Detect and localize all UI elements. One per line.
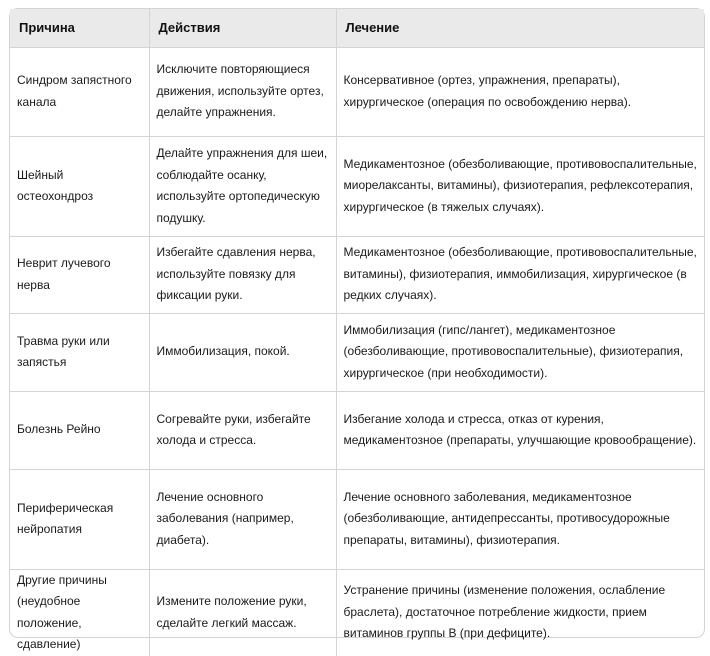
treatment-cell: Избегание холода и стресса, отказ от курения, медикаментозное (препараты, улучшающие кровообращение).: [336, 391, 704, 469]
table-row: [10, 236, 704, 313]
table-row: [10, 313, 704, 391]
cause-cell: Периферическая нейропатия: [10, 469, 149, 569]
table-header-row: [10, 9, 704, 47]
cause-cell: Другие причины (неудобное положение, сдавление): [10, 569, 149, 656]
actions-cell: Исключите повторяющиеся движения, используйте ортез, делайте упражнения.: [149, 47, 336, 136]
cause-cell: Травма руки или запястья: [10, 313, 149, 391]
cause-cell: Синдром запястного канала: [10, 47, 149, 136]
treatment-cell: Иммобилизация (гипс/лангет), медикаментозное (обезболивающие, противовоспалительные), физиотерапия, хирургическое (при необходимости).: [336, 313, 704, 391]
table-row: [10, 136, 704, 236]
table-row: [10, 569, 704, 656]
treatment-cell: Консервативное (ортез, упражнения, препараты), хирургическое (операция по освобождению нерва).: [336, 47, 704, 136]
header-treatment: Лечение: [336, 9, 704, 47]
cause-cell: Болезнь Рейно: [10, 391, 149, 469]
treatment-cell: Устранение причины (изменение положения, ослабление браслета), достаточное потребление жидкости, прием витаминов группы B (при дефиците).: [343, 583, 666, 641]
actions-cell: Лечение основного заболевания (например, диабета).: [149, 469, 336, 569]
table-row: [10, 469, 704, 569]
header-cause: Причина: [10, 9, 149, 47]
actions-cell: Избегайте сдавления нерва, используйте повязку для фиксации руки.: [149, 236, 336, 313]
treatment-table-container: [9, 8, 705, 651]
actions-cell: Измените положение руки, сделайте легкий массаж.: [149, 569, 336, 656]
treatment-table: [10, 9, 704, 656]
table-row: [10, 391, 704, 469]
actions-cell: Иммобилизация, покой.: [149, 313, 336, 391]
cause-cell: Неврит лучевого нерва: [10, 236, 149, 313]
actions-cell: Согревайте руки, избегайте холода и стресса.: [149, 391, 336, 469]
actions-cell: Делайте упражнения для шеи, соблюдайте осанку, используйте ортопедическую подушку.: [149, 136, 336, 236]
treatment-cell: Лечение основного заболевания, медикаментозное (обезболивающие, антидепрессанты, противосудорожные препараты, витамины), физиотерапия.: [336, 469, 704, 569]
table-row: [10, 47, 704, 136]
treatment-cell: Медикаментозное (обезболивающие, противовоспалительные, миорелаксанты, витамины), физиотерапия, рефлексотерапия, хирургическое (в тяжелых случаях).: [336, 136, 704, 236]
treatment-cell: Медикаментозное (обезболивающие, противовоспалительные, витамины), физиотерапия, иммобилизация, хирургическое (в редких случаях).: [336, 236, 704, 313]
cause-cell: Шейный остеохондроз: [10, 136, 149, 236]
header-actions: Действия: [149, 9, 336, 47]
